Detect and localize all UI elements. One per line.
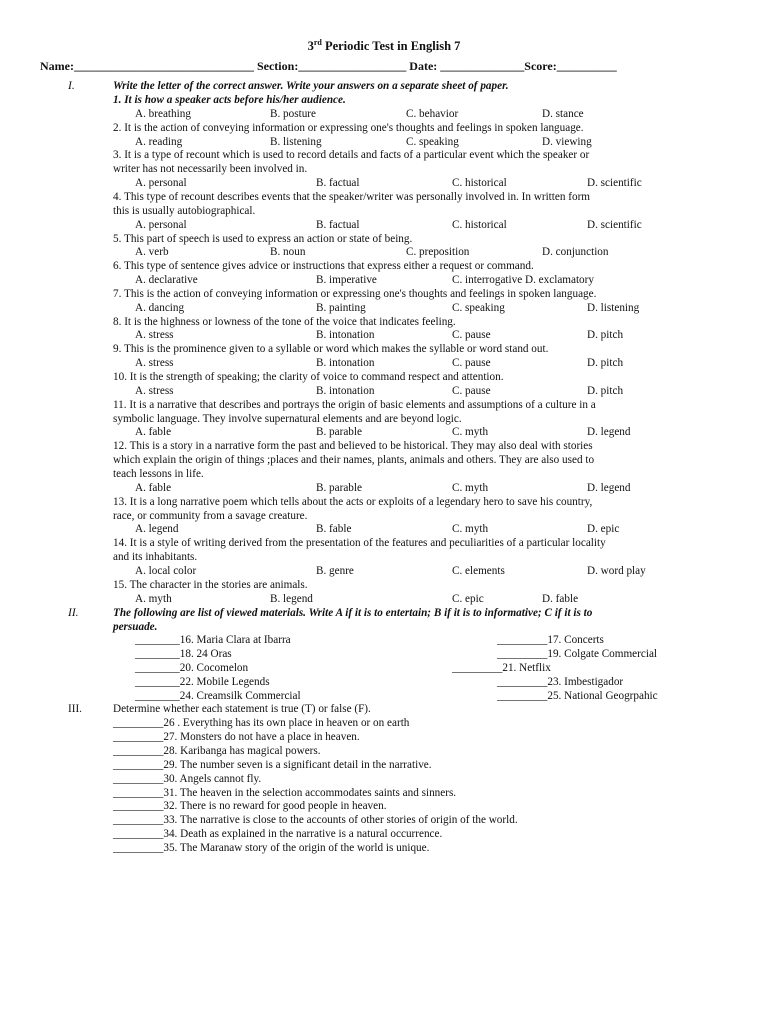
answer-option: C. speaking: [452, 301, 505, 314]
part-2-instruction-line-2: persuade.: [113, 621, 158, 633]
true-false-item: _________30. Angels cannot fly.: [113, 772, 262, 785]
part-1-numeral: I.: [68, 80, 75, 92]
answer-option: B. painting: [316, 301, 366, 314]
viewed-material-item: _________23. Imbestigador: [497, 676, 624, 688]
answer-option: C. behavior: [406, 107, 459, 120]
question-text: 15. The character in the stories are animals.: [113, 578, 308, 591]
answer-option: D. pitch: [587, 329, 624, 342]
answer-option: B. genre: [316, 564, 354, 577]
true-false-item: _________31. The heaven in the selection accommodates saints and sinners.: [113, 786, 457, 799]
answer-option: A. myth: [135, 592, 172, 605]
question-text: 8. It is the highness or lowness of the tone of the voice that indicates feeling.: [113, 315, 456, 328]
answer-option: B. intonation: [316, 329, 375, 342]
answer-option: B. intonation: [316, 384, 375, 397]
answer-option: C. historical: [452, 218, 507, 231]
question-text-continued: which explain the origin of things ;places and their names, plants, animals and others. They are also used to: [113, 454, 595, 467]
answer-option: A. stress: [135, 384, 174, 397]
viewed-material-item: _________21. Netflix: [452, 662, 551, 674]
answer-option: D. stance: [542, 107, 584, 120]
answer-option: B. factual: [316, 177, 360, 190]
true-false-item: _________26 . Everything has its own place in heaven or on earth: [113, 717, 410, 729]
answer-option: D. word play: [587, 564, 646, 577]
answer-option: C. myth: [452, 481, 489, 494]
name-section-date-score-line: Name:______________________________ Section:__________________ Date: ______________Score:__________: [40, 59, 617, 73]
viewed-material-item: ________18. 24 Oras: [135, 648, 232, 660]
true-false-item: _________33. The narrative is close to the accounts of other stories of origin of the world.: [113, 814, 518, 827]
answer-option: D. conjunction: [542, 246, 609, 259]
answer-option: D. pitch: [587, 357, 624, 370]
true-false-item: _________34. Death as explained in the narrative is a natural occurrence.: [113, 828, 443, 841]
question-text: 14. It is a style of writing derived from the presentation of the features and peculiarities of a particular locality: [113, 537, 606, 550]
question-text-continued: race, or community from a savage creature.: [113, 509, 308, 522]
viewed-material-item: ________16. Maria Clara at Ibarra: [135, 634, 291, 646]
answer-option: D. viewing: [542, 135, 592, 148]
part-1-instruction: Write the letter of the correct answer. Write your answers on a separate sheet of paper.: [113, 80, 509, 92]
answer-option: B. legend: [270, 592, 313, 605]
true-false-item: _________32. There is no reward for good people in heaven.: [113, 800, 387, 813]
question-text: 6. This type of sentence gives advice or instructions that express either a request or command.: [113, 260, 534, 273]
answer-option: C. myth: [452, 426, 489, 439]
answer-option: B. listening: [270, 135, 322, 148]
answer-option: B. fable: [316, 523, 352, 536]
part-2-numeral: II.: [68, 607, 79, 619]
answer-option: B. imperative: [316, 274, 377, 287]
viewed-material-item: ________22. Mobile Legends: [135, 676, 270, 688]
answer-option: A. breathing: [135, 107, 191, 120]
answer-option: C. speaking: [406, 135, 459, 148]
answer-option: B. factual: [316, 218, 360, 231]
answer-option: B. posture: [270, 107, 316, 120]
answer-option: C. pause: [452, 384, 491, 397]
answer-option: D. scientific: [587, 218, 642, 231]
answer-option: D. fable: [542, 592, 579, 605]
answer-option: B. noun: [270, 246, 306, 259]
question-text: 10. It is the strength of speaking; the clarity of voice to command respect and attention.: [113, 371, 504, 383]
answer-option: D. listening: [587, 301, 640, 314]
answer-option: C. myth: [452, 523, 489, 536]
answer-option: A. verb: [135, 246, 169, 259]
viewed-material-item: _________25. National Geogrpahic: [497, 690, 658, 702]
answer-option: A. local color: [135, 564, 197, 577]
answer-option: C. preposition: [406, 246, 470, 259]
question-text: 4. This type of recount describes events that the speaker/writer was personally involved in. In written form: [113, 190, 590, 203]
question-text: 9. This is the prominence given to a syllable or word which makes the syllable or word stand out.: [113, 343, 549, 356]
answer-option: A. personal: [135, 218, 187, 231]
answer-option: C. historical: [452, 177, 507, 190]
answer-option: C. epic: [452, 592, 484, 605]
answer-option: B. parable: [316, 426, 362, 439]
viewed-material-item: _________19. Colgate Commercial: [497, 648, 658, 660]
question-text: 11. It is a narrative that describes and portrays the origin of basic elements and assumptions of a culture in a: [113, 398, 596, 411]
viewed-material-item: ________20. Cocomelon: [135, 662, 249, 674]
true-false-item: _________29. The number seven is a significant detail in the narrative.: [113, 758, 432, 771]
answer-option: C. elements: [452, 564, 505, 577]
viewed-material-item: ________24. Creamsilk Commercial: [135, 690, 301, 702]
answer-option: D. legend: [587, 481, 631, 494]
answer-option: A. fable: [135, 481, 172, 494]
viewed-material-item: _________17. Concerts: [497, 634, 604, 646]
answer-option: D. epic: [587, 523, 620, 536]
answer-option: A. fable: [135, 426, 172, 439]
answer-option: C. pause: [452, 329, 491, 342]
part-3-instruction: Determine whether each statement is true (T) or false (F).: [113, 703, 371, 715]
question-text: 1. It is how a speaker acts before his/her audience.: [113, 94, 346, 106]
answer-option: A. declarative: [135, 274, 198, 287]
answer-option: A. stress: [135, 357, 174, 370]
answer-option: A. reading: [135, 135, 183, 148]
answer-option: A. stress: [135, 329, 174, 342]
question-text-continued: teach lessons in life.: [113, 467, 204, 480]
answer-option: D. legend: [587, 426, 631, 439]
question-text-continued: writer has not necessarily been involved in.: [113, 163, 308, 176]
true-false-item: _________27. Monsters do not have a place in heaven.: [113, 730, 360, 743]
answer-option: B. parable: [316, 481, 362, 494]
answer-option: B. intonation: [316, 357, 375, 370]
question-text: 12. This is a story in a narrative form the past and believed to be historical. They may also deal with stories: [113, 440, 593, 453]
answer-option: C. pause: [452, 357, 491, 370]
answer-option: D. scientific: [587, 177, 642, 190]
answer-option: A. personal: [135, 177, 187, 190]
question-text-continued: and its inhabitants.: [113, 551, 198, 564]
true-false-item: _________28. Karibanga has magical powers.: [113, 744, 321, 757]
part-3-numeral: III.: [68, 703, 82, 715]
question-text: 13. It is a long narrative poem which tells about the acts or exploits of a legendary hero to save his country,: [113, 495, 593, 508]
question-text: 7. This is the action of conveying information or expressing one's thoughts and feelings in spoken language.: [113, 287, 597, 300]
true-false-item: _________35. The Maranaw story of the origin of the world is unique.: [113, 842, 430, 855]
question-text-continued: symbolic language. They involve supernatural elements and are beyond logic.: [113, 412, 462, 425]
question-text: 3. It is a type of recount which is used to record details and facts of a particular event which the speaker or: [113, 149, 590, 162]
question-text-continued: this is usually autobiographical.: [113, 204, 256, 217]
question-text: 2. It is the action of conveying information or expressing one's thoughts and feelings in spoken language.: [113, 121, 584, 134]
part-2-instruction-line-1: The following are list of viewed materials. Write A if it is to entertain; B if it is to informative; C if it is to: [113, 607, 593, 619]
answer-option: A. legend: [135, 523, 179, 536]
page-title: 3rd Periodic Test in English 7: [307, 38, 461, 54]
answer-option: D. pitch: [587, 384, 624, 397]
answer-option: C. interrogative D. exclamatory: [452, 274, 594, 287]
answer-option: A. dancing: [135, 301, 185, 314]
question-text: 5. This part of speech is used to express an action or state of being.: [113, 232, 413, 245]
